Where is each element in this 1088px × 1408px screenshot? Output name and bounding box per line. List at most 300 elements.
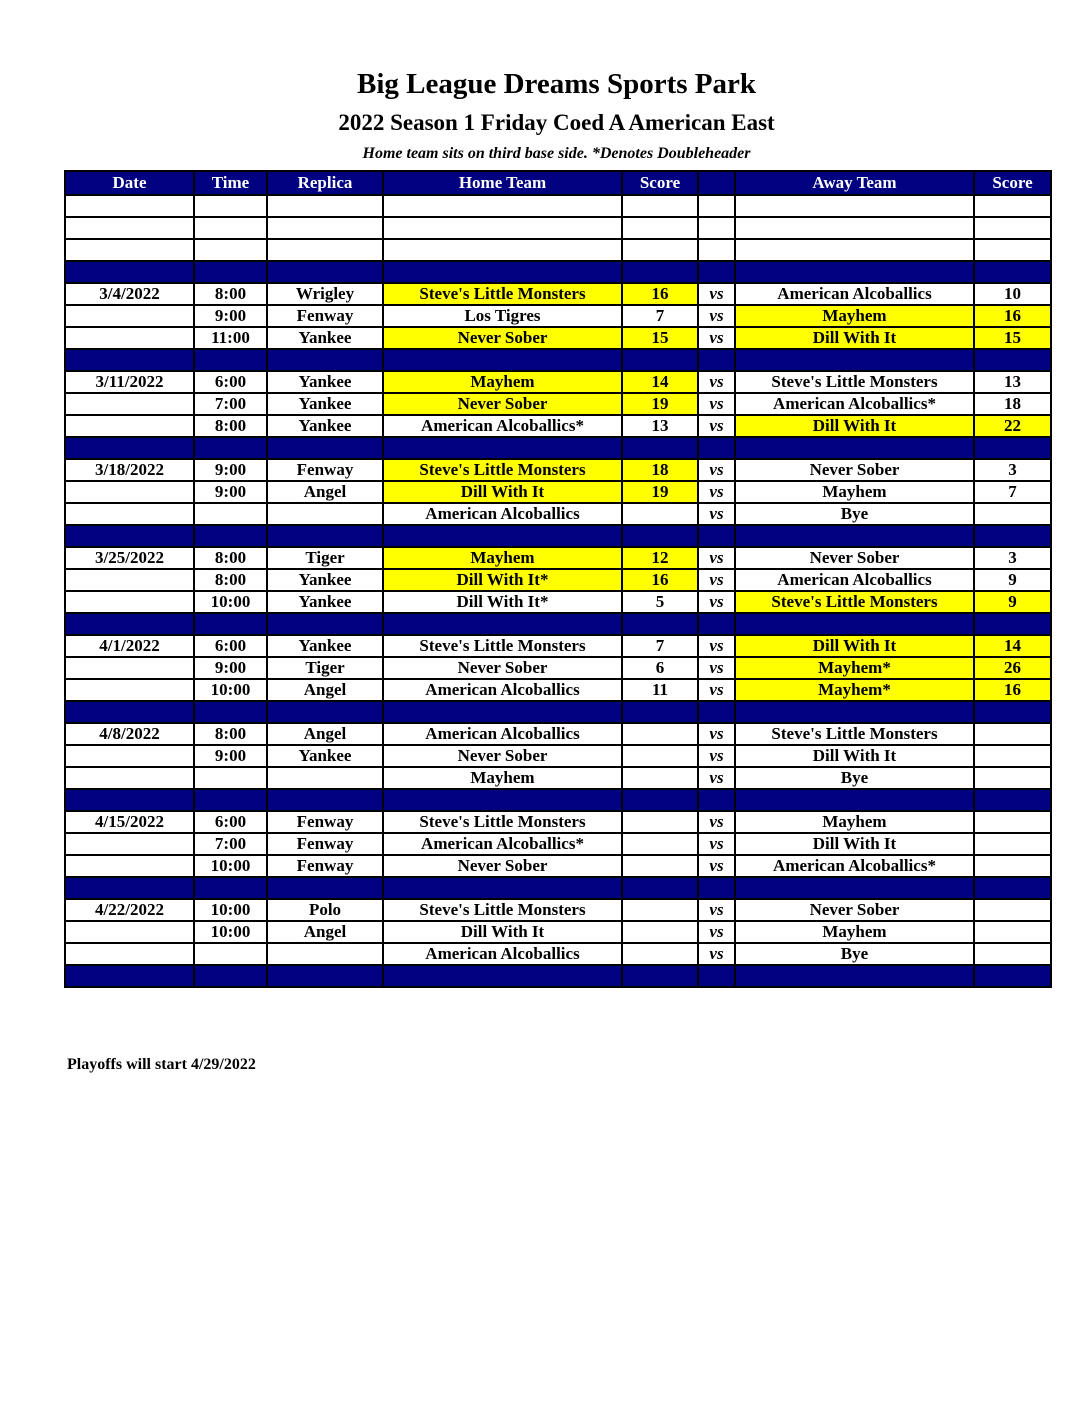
replica-cell: Angel [267,921,383,943]
schedule-body [65,195,1051,987]
separator-cell [267,877,383,899]
time-cell: 9:00 [194,481,267,503]
vs-cell: vs [698,459,735,481]
separator-cell [267,349,383,371]
home-score-cell: 16 [622,569,698,591]
home-team-cell: Los Tigres [383,305,622,327]
away-score-cell: 9 [974,569,1051,591]
home-score-cell [622,723,698,745]
separator-cell [698,525,735,547]
home-team-cell: American Alcoballics [383,503,622,525]
date-cell [65,855,194,877]
date-cell [65,305,194,327]
replica-cell: Yankee [267,371,383,393]
home-team-cell: Steve's Little Monsters [383,811,622,833]
replica-cell: Angel [267,679,383,701]
away-score-cell [974,833,1051,855]
time-cell [194,943,267,965]
home-score-cell [622,899,698,921]
date-cell [65,481,194,503]
away-score-cell: 14 [974,635,1051,657]
away-score-cell: 18 [974,393,1051,415]
separator-cell [974,437,1051,459]
header-vs [698,171,735,195]
time-cell: 10:00 [194,899,267,921]
blank-cell [65,217,194,239]
date-cell [65,591,194,613]
replica-cell: Fenway [267,811,383,833]
home-score-cell: 19 [622,393,698,415]
page-title: Big League Dreams Sports Park [356,68,756,100]
time-cell: 10:00 [194,591,267,613]
home-team-cell: Mayhem [383,547,622,569]
away-score-cell: 7 [974,481,1051,503]
time-cell: 10:00 [194,679,267,701]
home-team-cell: American Alcoballics [383,723,622,745]
home-team-cell: Never Sober [383,745,622,767]
blank-cell [267,217,383,239]
home-score-cell [622,811,698,833]
home-team-cell: American Alcoballics* [383,415,622,437]
away-score-cell: 3 [974,459,1051,481]
table-row [65,657,1051,679]
home-score-cell: 5 [622,591,698,613]
away-team-cell: Mayhem [735,811,974,833]
home-score-cell: 7 [622,635,698,657]
header-date: Date [65,171,194,195]
home-score-cell: 7 [622,305,698,327]
separator-cell [65,701,194,723]
separator-cell [65,613,194,635]
week-separator [65,349,1051,371]
week-separator [65,789,1051,811]
separator-cell [735,349,974,371]
vs-cell: vs [698,327,735,349]
vs-cell: vs [698,899,735,921]
table-row [65,393,1051,415]
time-cell: 9:00 [194,305,267,327]
date-cell [65,833,194,855]
table-row [65,899,1051,921]
blank-cell [735,195,974,217]
away-score-cell: 3 [974,547,1051,569]
separator-cell [194,349,267,371]
time-cell: 7:00 [194,393,267,415]
vs-cell: vs [698,547,735,569]
separator-cell [735,789,974,811]
date-cell: 3/25/2022 [65,547,194,569]
home-team-cell: Steve's Little Monsters [383,283,622,305]
separator-cell [698,789,735,811]
table-header-row [65,171,1051,195]
away-team-cell: Dill With It [735,833,974,855]
table-row [65,283,1051,305]
away-team-cell: Steve's Little Monsters [735,723,974,745]
table-row [65,921,1051,943]
separator-cell [383,877,622,899]
away-team-cell: Never Sober [735,459,974,481]
header-home-team: Home Team [383,171,622,195]
vs-cell: vs [698,569,735,591]
separator-cell [735,525,974,547]
separator-cell [65,261,194,283]
vs-cell: vs [698,481,735,503]
away-score-cell [974,745,1051,767]
table-row [65,679,1051,701]
week-separator [65,261,1051,283]
week-separator [65,525,1051,547]
replica-cell: Fenway [267,305,383,327]
blank-cell [974,239,1051,261]
date-cell [65,503,194,525]
replica-cell [267,767,383,789]
separator-cell [194,261,267,283]
replica-cell: Yankee [267,569,383,591]
vs-cell: vs [698,503,735,525]
blank-row [65,239,1051,261]
home-score-cell: 18 [622,459,698,481]
away-team-cell: Dill With It [735,745,974,767]
blank-cell [65,239,194,261]
separator-cell [974,349,1051,371]
time-cell: 6:00 [194,371,267,393]
date-cell: 4/15/2022 [65,811,194,833]
away-team-cell: Never Sober [735,899,974,921]
away-team-cell: Mayhem* [735,679,974,701]
away-score-cell [974,899,1051,921]
replica-cell: Fenway [267,459,383,481]
separator-cell [622,437,698,459]
date-cell: 4/1/2022 [65,635,194,657]
away-team-cell: Bye [735,943,974,965]
away-score-cell: 10 [974,283,1051,305]
separator-cell [65,965,194,987]
home-team-cell: American Alcoballics [383,943,622,965]
date-cell [65,921,194,943]
home-team-cell: American Alcoballics [383,679,622,701]
home-team-cell: Mayhem [383,371,622,393]
home-team-cell: Steve's Little Monsters [383,459,622,481]
blank-cell [622,239,698,261]
replica-cell: Yankee [267,415,383,437]
date-cell: 4/22/2022 [65,899,194,921]
away-score-cell: 16 [974,679,1051,701]
away-score-cell: 22 [974,415,1051,437]
vs-cell: vs [698,657,735,679]
blank-cell [65,195,194,217]
table-row [65,943,1051,965]
away-score-cell [974,503,1051,525]
separator-cell [194,877,267,899]
blank-row [65,195,1051,217]
table-row [65,591,1051,613]
away-score-cell: 13 [974,371,1051,393]
home-score-cell: 16 [622,283,698,305]
home-score-cell: 11 [622,679,698,701]
separator-cell [698,701,735,723]
blank-cell [383,239,622,261]
replica-cell: Angel [267,481,383,503]
away-team-cell: Bye [735,767,974,789]
away-team-cell: Steve's Little Monsters [735,591,974,613]
table-row [65,855,1051,877]
separator-cell [383,261,622,283]
table-row [65,723,1051,745]
blank-cell [194,217,267,239]
week-separator [65,437,1051,459]
home-score-cell [622,503,698,525]
separator-cell [974,789,1051,811]
blank-cell [383,217,622,239]
separator-cell [267,437,383,459]
blank-cell [698,217,735,239]
table-row [65,635,1051,657]
blank-cell [735,217,974,239]
time-cell [194,767,267,789]
away-team-cell: Dill With It [735,327,974,349]
vs-cell: vs [698,723,735,745]
home-score-cell [622,767,698,789]
separator-cell [267,613,383,635]
separator-cell [383,789,622,811]
time-cell: 9:00 [194,459,267,481]
replica-cell [267,943,383,965]
away-team-cell: Mayhem [735,481,974,503]
away-score-cell: 9 [974,591,1051,613]
date-cell: 3/4/2022 [65,283,194,305]
header-home-score: Score [622,171,698,195]
separator-cell [383,525,622,547]
separator-cell [698,437,735,459]
time-cell: 8:00 [194,283,267,305]
vs-cell: vs [698,283,735,305]
table-row [65,415,1051,437]
vs-cell: vs [698,767,735,789]
home-score-cell [622,921,698,943]
separator-cell [65,525,194,547]
header-replica: Replica [267,171,383,195]
home-team-cell: Never Sober [383,855,622,877]
date-cell: 3/11/2022 [65,371,194,393]
home-team-cell: Dill With It [383,481,622,503]
away-score-cell [974,811,1051,833]
table-row [65,767,1051,789]
table-row [65,745,1051,767]
time-cell: 10:00 [194,921,267,943]
vs-cell: vs [698,371,735,393]
separator-cell [383,437,622,459]
table-row [65,503,1051,525]
separator-cell [383,965,622,987]
home-score-cell [622,855,698,877]
away-team-cell: Mayhem [735,305,974,327]
blank-cell [974,217,1051,239]
replica-cell: Yankee [267,393,383,415]
time-cell [194,503,267,525]
date-cell [65,327,194,349]
separator-cell [383,701,622,723]
blank-row [65,217,1051,239]
separator-cell [974,877,1051,899]
replica-cell: Wrigley [267,283,383,305]
blank-cell [735,239,974,261]
away-team-cell: Never Sober [735,547,974,569]
vs-cell: vs [698,943,735,965]
away-team-cell: American Alcoballics [735,569,974,591]
blank-cell [622,195,698,217]
separator-cell [194,701,267,723]
separator-cell [622,965,698,987]
time-cell: 10:00 [194,855,267,877]
home-team-cell: Dill With It* [383,591,622,613]
date-cell [65,679,194,701]
date-cell [65,745,194,767]
blank-cell [194,239,267,261]
away-team-cell: Mayhem [735,921,974,943]
time-cell: 8:00 [194,547,267,569]
away-team-cell: Dill With It [735,415,974,437]
time-cell: 11:00 [194,327,267,349]
away-team-cell: American Alcoballics* [735,393,974,415]
home-score-cell [622,833,698,855]
vs-cell: vs [698,415,735,437]
header-away-team: Away Team [735,171,974,195]
date-cell [65,415,194,437]
blank-cell [383,195,622,217]
vs-cell: vs [698,811,735,833]
separator-cell [974,965,1051,987]
separator-cell [698,261,735,283]
away-score-cell [974,723,1051,745]
away-team-cell: Mayhem* [735,657,974,679]
replica-cell: Tiger [267,657,383,679]
away-score-cell: 15 [974,327,1051,349]
vs-cell: vs [698,305,735,327]
table-row [65,459,1051,481]
schedule-note: Home team sits on third base side. *Denotes Doubleheader [362,145,751,162]
time-cell: 8:00 [194,723,267,745]
separator-cell [735,701,974,723]
date-cell [65,767,194,789]
time-cell: 7:00 [194,833,267,855]
schedule-table [64,170,1052,988]
playoffs-note: Playoffs will start 4/29/2022 [67,1056,256,1073]
date-cell [65,657,194,679]
separator-cell [622,261,698,283]
replica-cell: Fenway [267,855,383,877]
away-score-cell [974,943,1051,965]
separator-cell [622,789,698,811]
separator-cell [974,701,1051,723]
replica-cell: Yankee [267,327,383,349]
separator-cell [698,877,735,899]
away-team-cell: American Alcoballics* [735,855,974,877]
time-cell: 8:00 [194,569,267,591]
home-score-cell: 13 [622,415,698,437]
replica-cell: Yankee [267,745,383,767]
separator-cell [735,261,974,283]
separator-cell [698,965,735,987]
date-cell: 4/8/2022 [65,723,194,745]
vs-cell: vs [698,679,735,701]
blank-cell [267,195,383,217]
separator-cell [974,525,1051,547]
separator-cell [383,613,622,635]
date-cell [65,943,194,965]
home-team-cell: Never Sober [383,657,622,679]
separator-cell [267,789,383,811]
home-team-cell: Dill With It* [383,569,622,591]
vs-cell: vs [698,745,735,767]
table-row [65,569,1051,591]
home-score-cell: 14 [622,371,698,393]
separator-cell [65,349,194,371]
table-row [65,547,1051,569]
date-cell: 3/18/2022 [65,459,194,481]
separator-cell [622,613,698,635]
header-away-score: Score [974,171,1051,195]
away-score-cell [974,855,1051,877]
vs-cell: vs [698,855,735,877]
separator-cell [735,437,974,459]
table-row [65,305,1051,327]
separator-cell [267,525,383,547]
separator-cell [735,613,974,635]
away-team-cell: American Alcoballics [735,283,974,305]
blank-cell [698,239,735,261]
separator-cell [383,349,622,371]
replica-cell: Fenway [267,833,383,855]
separator-cell [194,789,267,811]
separator-cell [735,877,974,899]
separator-cell [622,525,698,547]
page-subtitle: 2022 Season 1 Friday Coed A American East [338,110,775,135]
away-score-cell: 26 [974,657,1051,679]
home-score-cell: 15 [622,327,698,349]
away-score-cell: 16 [974,305,1051,327]
table-row [65,833,1051,855]
away-team-cell: Bye [735,503,974,525]
blank-cell [974,195,1051,217]
separator-cell [194,437,267,459]
separator-cell [267,965,383,987]
separator-cell [194,613,267,635]
replica-cell: Yankee [267,635,383,657]
header-time: Time [194,171,267,195]
separator-cell [267,261,383,283]
blank-cell [622,217,698,239]
vs-cell: vs [698,921,735,943]
time-cell: 9:00 [194,745,267,767]
separator-cell [622,701,698,723]
table-row [65,327,1051,349]
separator-cell [622,877,698,899]
home-team-cell: Never Sober [383,393,622,415]
separator-cell [974,613,1051,635]
date-cell [65,569,194,591]
home-team-cell: Mayhem [383,767,622,789]
separator-cell [698,349,735,371]
separator-cell [698,613,735,635]
home-score-cell: 6 [622,657,698,679]
week-separator [65,877,1051,899]
home-team-cell: Steve's Little Monsters [383,635,622,657]
blank-cell [267,239,383,261]
time-cell: 6:00 [194,635,267,657]
separator-cell [65,877,194,899]
home-score-cell: 19 [622,481,698,503]
away-team-cell: Dill With It [735,635,974,657]
